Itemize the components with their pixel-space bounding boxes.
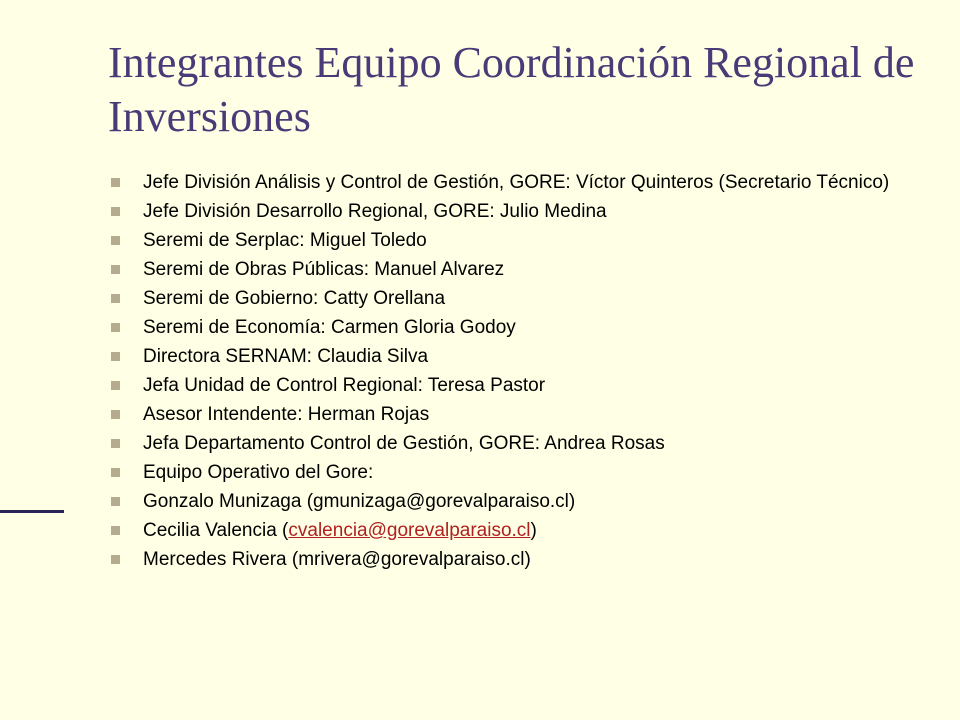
list-item-text: Seremi de Serplac: Miguel Toledo bbox=[143, 230, 427, 251]
list-item bbox=[108, 172, 928, 193]
square-bullet-icon bbox=[111, 526, 120, 535]
list-item-text: Seremi de Economía: Carmen Gloria Godoy bbox=[143, 317, 516, 338]
email-link[interactable]: cvalencia@gorevalparaiso.cl bbox=[288, 520, 531, 541]
list-item bbox=[108, 433, 928, 454]
list-item bbox=[108, 346, 928, 367]
square-bullet-icon bbox=[111, 555, 120, 564]
list-item-text: Jefe División Desarrollo Regional, GORE: Julio Medina bbox=[143, 201, 607, 222]
accent-line bbox=[0, 510, 64, 513]
list-item bbox=[108, 288, 928, 309]
list-item-suffix: ) bbox=[530, 520, 537, 541]
slide-title: Integrantes Equipo Coordinación Regional de Inversiones bbox=[108, 38, 915, 141]
square-bullet-icon bbox=[111, 468, 120, 477]
square-bullet-icon bbox=[111, 381, 120, 390]
list-item-text: Equipo Operativo del Gore: bbox=[143, 462, 374, 483]
list-item bbox=[108, 317, 928, 338]
square-bullet-icon bbox=[111, 410, 120, 419]
list-item bbox=[108, 549, 928, 570]
square-bullet-icon bbox=[111, 236, 120, 245]
list-item bbox=[108, 259, 928, 280]
list-item-text: Jefa Departamento Control de Gestión, GORE: Andrea Rosas bbox=[143, 433, 665, 454]
list-item-text: Asesor Intendente: Herman Rojas bbox=[143, 404, 430, 425]
list-item-text: Seremi de Gobierno: Catty Orellana bbox=[143, 288, 446, 309]
list-item bbox=[108, 375, 928, 396]
list-item bbox=[108, 404, 928, 425]
square-bullet-icon bbox=[111, 294, 120, 303]
member-list bbox=[108, 172, 928, 578]
list-item-text: Jefe División Análisis y Control de Gestión, GORE: Víctor Quinteros (Secretario Técnico) bbox=[143, 172, 890, 193]
list-item bbox=[108, 520, 928, 541]
list-item bbox=[108, 230, 928, 251]
list-item-text: Gonzalo Munizaga (gmunizaga@gorevalparaiso.cl) bbox=[143, 491, 576, 512]
list-item bbox=[108, 201, 928, 222]
list-item bbox=[108, 491, 928, 512]
square-bullet-icon bbox=[111, 323, 120, 332]
square-bullet-icon bbox=[111, 207, 120, 216]
list-item-text: Jefa Unidad de Control Regional: Teresa Pastor bbox=[143, 375, 546, 396]
square-bullet-icon bbox=[111, 439, 120, 448]
list-item bbox=[108, 462, 928, 483]
list-item-text: Directora SERNAM: Claudia Silva bbox=[143, 346, 429, 367]
list-item-text: Mercedes Rivera (mrivera@gorevalparaiso.cl) bbox=[143, 549, 531, 570]
square-bullet-icon bbox=[111, 265, 120, 274]
square-bullet-icon bbox=[111, 178, 120, 187]
list-item-prefix: Cecilia Valencia ( bbox=[143, 520, 289, 541]
square-bullet-icon bbox=[111, 352, 120, 361]
list-item-text: Seremi de Obras Públicas: Manuel Alvarez bbox=[143, 259, 505, 280]
square-bullet-icon bbox=[111, 497, 120, 506]
